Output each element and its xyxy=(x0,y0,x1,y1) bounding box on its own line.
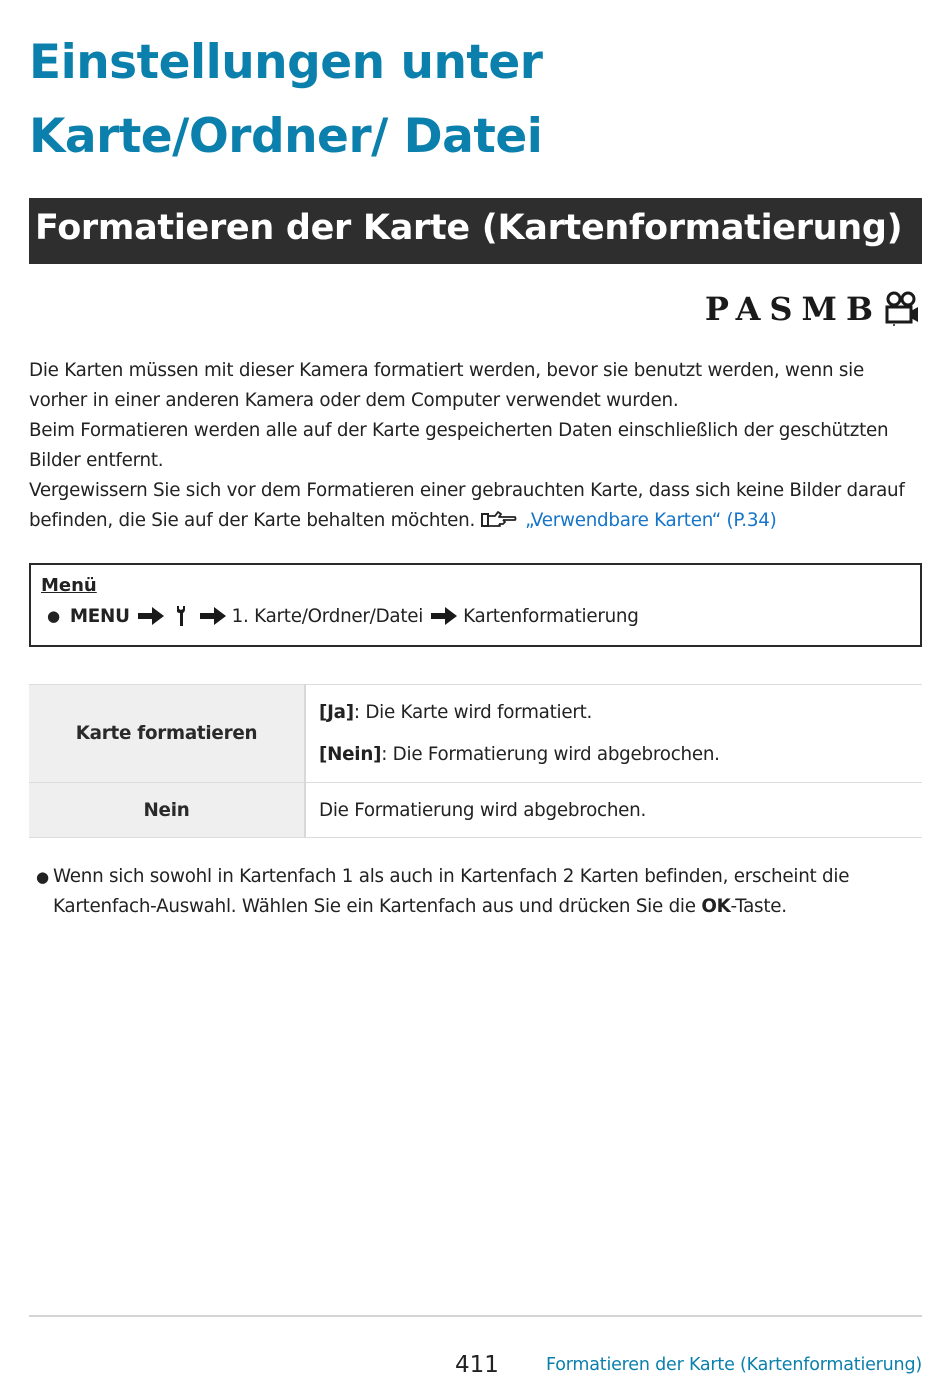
footer-section-link[interactable]: Formatieren der Karte (Kartenformatierung) xyxy=(545,1355,922,1375)
arrow-right-icon xyxy=(200,607,226,625)
note-text-part: Wenn sich sowohl in Kartenfach 1 als auch in Kartenfach 2 Karten befinden, erscheint die Kartenfach-Auswahl. Wählen Sie ein Kartenfach aus und drücken Sie die xyxy=(53,866,850,917)
intro-text xyxy=(29,356,922,536)
table-row xyxy=(29,783,922,838)
table-value-cell: Die Formatierung wird abgebrochen. xyxy=(305,783,922,838)
table-row xyxy=(29,685,922,783)
menu-step-format: Kartenformatierung xyxy=(463,605,639,627)
option-no-text: : Die Formatierung wird abgebrochen. xyxy=(381,743,720,765)
page-number: 411 xyxy=(455,1352,499,1378)
option-no xyxy=(319,734,922,776)
menu-heading: Menü xyxy=(41,575,97,596)
footer-divider xyxy=(29,1315,922,1317)
menu-key: MENU xyxy=(69,605,130,627)
option-yes-label: [Ja] xyxy=(319,701,354,723)
menu-path xyxy=(47,605,639,627)
wrench-icon xyxy=(174,605,188,627)
shooting-modes xyxy=(705,290,920,328)
intro-paragraph-3 xyxy=(29,476,922,536)
options-table xyxy=(29,684,922,838)
option-yes-text: : Die Karte wird formatiert. xyxy=(353,701,593,723)
reference-link[interactable]: „Verwendbare Karten“ (P.34) xyxy=(525,510,777,531)
movie-camera-icon xyxy=(882,290,920,328)
table-value-cell xyxy=(305,685,922,783)
note-text-end: -Taste. xyxy=(730,896,787,917)
intro-paragraph-3-text: Vergewissern Sie sich vor dem Formatieren einer gebrauchten Karte, dass sich keine Bilder darauf befinden, die Sie auf der Karte behalten möchten. xyxy=(29,480,905,531)
page-title: Einstellungen unter Karte/Ordner/ Datei xyxy=(29,35,543,164)
bullet: ● xyxy=(36,868,49,886)
intro-paragraph-1: Die Karten müssen mit dieser Kamera formatiert werden, bevor sie benutzt werden, wenn sie vorher in einer anderen Kamera oder dem Computer verwendet wurden. xyxy=(29,360,864,411)
intro-paragraph-2: Beim Formatieren werden alle auf der Karte gespeicherten Daten einschließlich der geschützten Bilder entfernt. xyxy=(29,420,889,471)
arrow-right-icon xyxy=(431,607,457,625)
table-key-cell: Nein xyxy=(29,783,305,838)
table-key-cell: Karte formatieren xyxy=(29,685,305,783)
pointing-hand-icon xyxy=(481,510,517,528)
option-yes xyxy=(319,692,922,734)
mode-letters: PASMB xyxy=(704,290,882,328)
arrow-right-icon xyxy=(138,607,164,625)
section-heading: Formatieren der Karte (Kartenformatierung) xyxy=(29,198,922,264)
bullet: ● xyxy=(47,607,60,625)
menu-box xyxy=(29,563,922,647)
menu-step-folder: 1. Karte/Ordner/Datei xyxy=(231,605,424,627)
ok-key: OK xyxy=(701,896,731,917)
note-text xyxy=(53,862,906,922)
option-no-label: [Nein] xyxy=(319,743,382,765)
note-item xyxy=(36,862,906,922)
